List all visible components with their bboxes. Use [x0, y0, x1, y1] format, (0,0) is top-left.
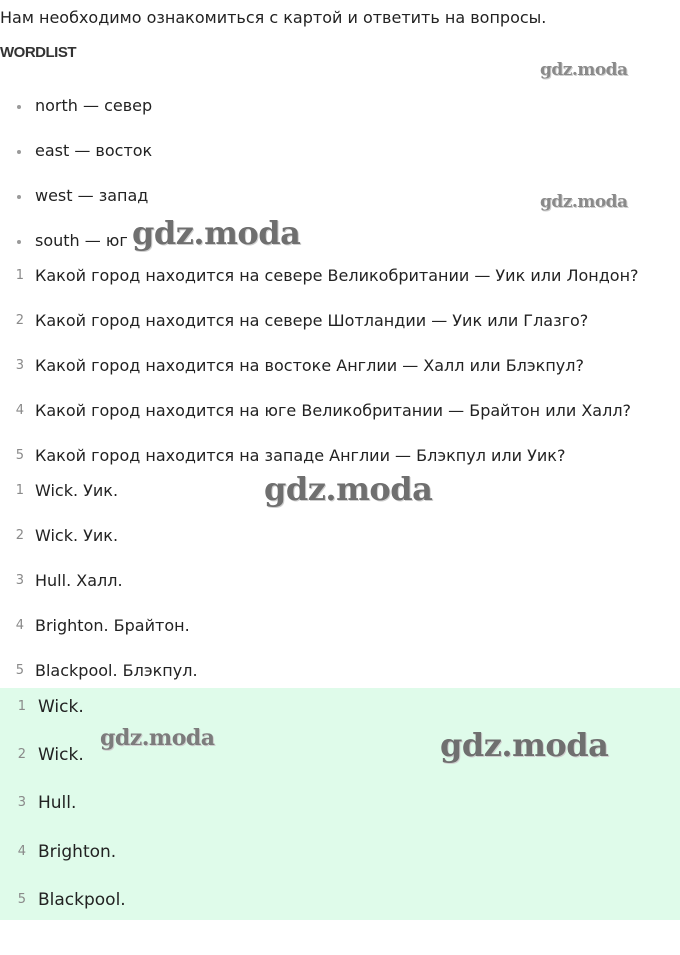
question-text: Какой город находится на западе Англии — Блэкпул или Уик?: [35, 446, 566, 465]
translation-number: 2: [15, 528, 24, 543]
answer-text: Hull.: [38, 793, 77, 813]
question-text: Какой город находится на севере Великобритании — Уик или Лондон?: [35, 266, 639, 285]
answer-text: Wick.: [38, 745, 84, 765]
answer-number: 3: [17, 795, 26, 810]
watermark: gdz.moda: [132, 214, 301, 252]
watermark: gdz.moda: [440, 726, 609, 764]
answer-text: Wick.: [38, 697, 84, 717]
wordlist-item-text: south — юг: [35, 231, 128, 250]
wordlist-item-text: east — восток: [35, 141, 153, 160]
bullet-icon: [17, 105, 21, 109]
question-text: Какой город находится на юге Великобритании — Брайтон или Халл?: [35, 401, 632, 420]
bullet-icon: [17, 240, 21, 244]
translation-number: 4: [15, 618, 24, 633]
watermark: gdz.moda: [100, 725, 215, 751]
watermark: gdz.moda: [540, 60, 628, 80]
question-number: 2: [15, 313, 24, 328]
question-text: Какой город находится на востоке Англии — Халл или Блэкпул?: [35, 356, 584, 375]
translation-number: 3: [15, 573, 24, 588]
answer-number: 4: [17, 844, 26, 859]
answer-text: Blackpool.: [38, 890, 126, 910]
translation-text: Brighton. Брайтон.: [35, 616, 190, 635]
translation-text: Hull. Халл.: [35, 571, 123, 590]
translation-number: 1: [15, 483, 24, 498]
answer-number: 2: [17, 747, 26, 762]
translation-number: 5: [15, 663, 24, 678]
watermark: gdz.moda: [264, 470, 433, 508]
wordlist-title: WORDLIST: [0, 44, 76, 61]
question-number: 5: [15, 448, 24, 463]
bullet-icon: [17, 195, 21, 199]
watermark: gdz.moda: [540, 192, 628, 212]
answer-number: 5: [17, 892, 26, 907]
intro-text: Нам необходимо ознакомиться с картой и ответить на вопросы.: [0, 8, 547, 27]
wordlist-item-text: west — запад: [35, 186, 149, 205]
wordlist-item-text: north — север: [35, 96, 153, 115]
bullet-icon: [17, 150, 21, 154]
answers-box: [0, 688, 680, 920]
translation-text: Wick. Уик.: [35, 526, 119, 545]
translation-text: Wick. Уик.: [35, 481, 119, 500]
question-text: Какой город находится на севере Шотландии — Уик или Глазго?: [35, 311, 589, 330]
question-number: 3: [15, 358, 24, 373]
answer-number: 1: [17, 699, 26, 714]
question-number: 1: [15, 268, 24, 283]
answer-text: Brighton.: [38, 842, 117, 862]
question-number: 4: [15, 403, 24, 418]
translation-text: Blackpool. Блэкпул.: [35, 661, 198, 680]
